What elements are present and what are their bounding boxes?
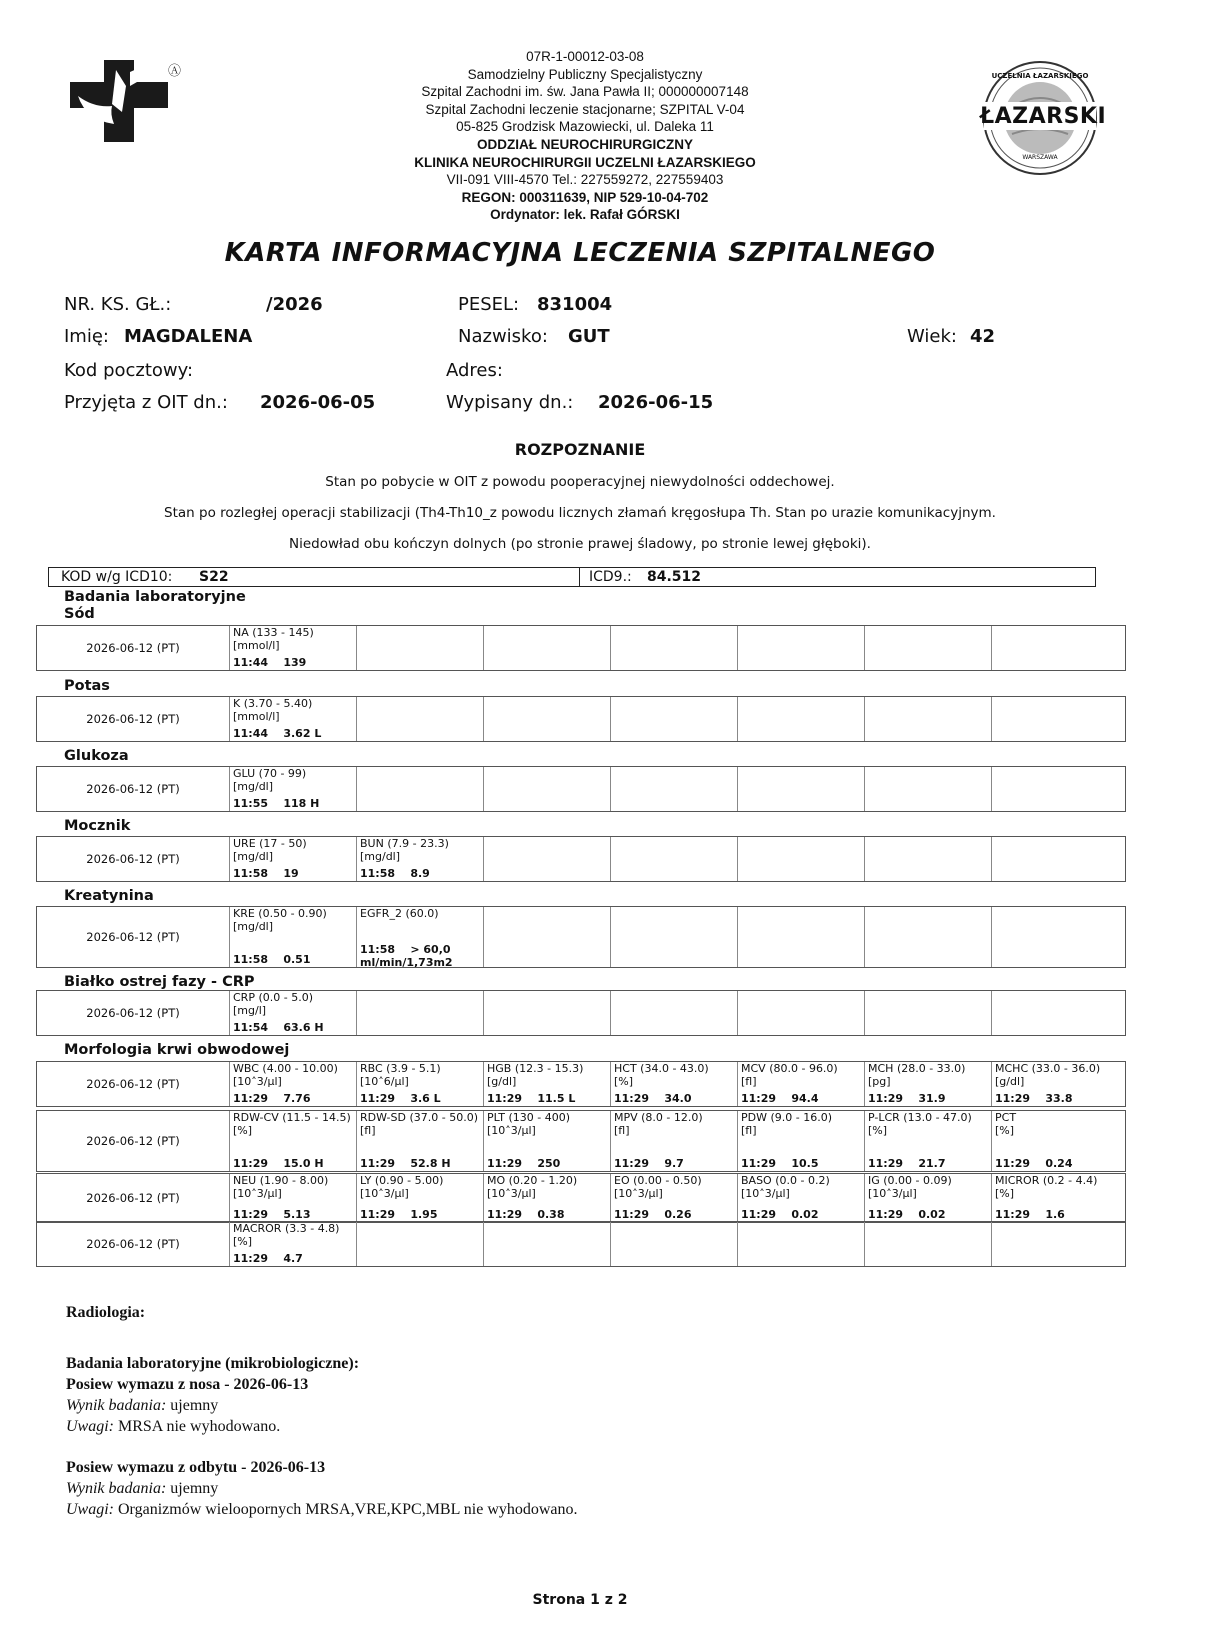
test-name: PLT (130 - 400) bbox=[487, 1111, 570, 1124]
diagnosis-heading: ROZPOZNANIE bbox=[514, 440, 646, 459]
test-value: 15.0 H bbox=[283, 1156, 324, 1170]
test-unit: [%] bbox=[233, 1234, 253, 1248]
test-time: 11:29 bbox=[614, 1091, 650, 1105]
test-unit: [pg] bbox=[868, 1074, 891, 1088]
lab-cell bbox=[230, 767, 357, 811]
lab-cell bbox=[230, 626, 357, 670]
test-value: 0.02 bbox=[791, 1207, 819, 1221]
clinic-name: KLINIKA NEUROCHIRURGII UCZELNI ŁAZARSKIEGO bbox=[414, 154, 756, 170]
lab-section-heading: Sód bbox=[64, 606, 95, 622]
lab-cell bbox=[992, 837, 1119, 881]
micro-heading: Badania laboratoryjne (mikrobiologiczne): bbox=[66, 1355, 360, 1372]
lab-cell bbox=[611, 991, 738, 1035]
lab-cell bbox=[738, 1062, 865, 1106]
lab-date: 2026-06-12 (PT) bbox=[37, 991, 230, 1035]
test-name: URE (17 - 50) bbox=[233, 837, 307, 850]
lab-cell bbox=[484, 837, 611, 881]
test-unit: [10˄3/µl] bbox=[614, 1186, 663, 1200]
lab-cell bbox=[738, 1222, 865, 1266]
test-value: 1.6 bbox=[1045, 1207, 1065, 1221]
test-value: 3.62 L bbox=[283, 726, 322, 740]
test-time: 11:29 bbox=[614, 1207, 650, 1221]
lab-heading: Badania laboratoryjne bbox=[64, 589, 246, 605]
test-unit: [fl] bbox=[614, 1123, 630, 1137]
test-value: 33.8 bbox=[1045, 1091, 1073, 1105]
test-value: 19 bbox=[283, 866, 299, 880]
icd-codes-box bbox=[48, 567, 1096, 587]
lab-date: 2026-06-12 (PT) bbox=[37, 1222, 230, 1266]
test-name: HGB (12.3 - 15.3) bbox=[487, 1062, 584, 1075]
test-unit: [%] bbox=[233, 1123, 253, 1137]
lab-cell bbox=[611, 837, 738, 881]
micro-item-title: Posiew wymazu z odbytu - 2026-06-13 bbox=[66, 1459, 326, 1476]
header-line: 07R-1-00012-03-08 bbox=[526, 49, 644, 64]
test-time: 11:29 bbox=[995, 1207, 1031, 1221]
test-name: MCV (80.0 - 96.0) bbox=[741, 1062, 838, 1075]
test-time: 11:29 bbox=[487, 1207, 523, 1221]
lab-cell bbox=[865, 991, 992, 1035]
nazwisko-value: GUT bbox=[568, 326, 610, 347]
test-unit: [10˄3/µl] bbox=[233, 1074, 282, 1088]
lab-date: 2026-06-12 (PT) bbox=[37, 767, 230, 811]
icd9-value: 84.512 bbox=[647, 569, 702, 585]
nr-ks-value: /2026 bbox=[266, 294, 323, 315]
test-time: 11:29 bbox=[995, 1156, 1031, 1170]
lab-cell bbox=[484, 1174, 611, 1222]
lab-cell bbox=[738, 991, 865, 1035]
lab-cell bbox=[230, 907, 357, 967]
test-name: NEU (1.90 - 8.00) bbox=[233, 1174, 329, 1187]
test-unit: [fl] bbox=[741, 1074, 757, 1088]
test-name: K (3.70 - 5.40) bbox=[233, 697, 313, 710]
test-time: 11:29 bbox=[233, 1156, 269, 1170]
test-time: 11:58 bbox=[360, 866, 396, 880]
test-value: 0.38 bbox=[537, 1207, 565, 1221]
lab-cell bbox=[738, 1111, 865, 1171]
wynik-value: ujemny bbox=[170, 1480, 219, 1497]
lab-cell bbox=[357, 1111, 484, 1171]
lab-cell bbox=[611, 767, 738, 811]
test-name: MICROR (0.2 - 4.4) bbox=[995, 1174, 1098, 1187]
test-name: MCH (28.0 - 33.0) bbox=[868, 1062, 966, 1075]
seal-top-text: UCZELNIA ŁAZARSKIEGO bbox=[991, 72, 1089, 80]
test-unit: [10˄3/µl] bbox=[868, 1186, 917, 1200]
test-value: 0.02 bbox=[918, 1207, 946, 1221]
test-time: 11:29 bbox=[741, 1091, 777, 1105]
test-time: 11:58 bbox=[233, 866, 269, 880]
test-value: > 60,0 bbox=[410, 943, 451, 956]
pesel-label: PESEL: bbox=[458, 294, 520, 315]
test-unit: [g/dl] bbox=[995, 1074, 1025, 1088]
lab-cell bbox=[992, 1062, 1119, 1106]
lab-cell bbox=[484, 626, 611, 670]
header-line: 05-825 Grodzisk Mazowiecki, ul. Daleka 11 bbox=[456, 119, 714, 135]
lab-cell bbox=[611, 697, 738, 741]
lab-date: 2026-06-12 (PT) bbox=[37, 1062, 230, 1106]
test-value: 21.7 bbox=[918, 1156, 946, 1170]
test-name: RDW-SD (37.0 - 50.0) bbox=[360, 1111, 478, 1124]
przyjeta-value: 2026-06-05 bbox=[260, 392, 376, 413]
test-value: 63.6 H bbox=[283, 1020, 324, 1034]
lab-cell bbox=[357, 1062, 484, 1106]
lab-cell bbox=[738, 626, 865, 670]
lab-cell bbox=[738, 907, 865, 967]
test-name: IG (0.00 - 0.09) bbox=[868, 1174, 952, 1187]
lab-cell bbox=[484, 1111, 611, 1171]
imie-label: Imię: bbox=[64, 326, 109, 347]
lab-cell bbox=[230, 1222, 357, 1266]
lab-cell bbox=[992, 991, 1119, 1035]
micro-item bbox=[66, 1374, 578, 1437]
uwagi-label: Uwagi: bbox=[66, 1501, 114, 1518]
test-time: 11:29 bbox=[233, 1091, 269, 1105]
test-time: 11:55 bbox=[233, 796, 269, 810]
lab-cell bbox=[230, 991, 357, 1035]
university-seal bbox=[980, 58, 1107, 178]
test-unit: [%] bbox=[995, 1123, 1015, 1137]
test-value: 4.7 bbox=[283, 1251, 303, 1265]
test-name: GLU (70 - 99) bbox=[233, 767, 307, 780]
test-value: 250 bbox=[537, 1156, 561, 1170]
document-title: KARTA INFORMACYJNA LECZENIA SZPITALNEGO bbox=[224, 238, 936, 268]
test-time: 11:29 bbox=[868, 1091, 904, 1105]
test-value: 11.5 L bbox=[537, 1091, 576, 1105]
hospital-header bbox=[340, 48, 830, 224]
header-tel: VII-091 VIII-4570 Tel.: 227559272, 227559403 bbox=[446, 172, 724, 188]
wiek-label: Wiek: bbox=[907, 326, 957, 347]
wynik-label: Wynik badania: bbox=[66, 1480, 167, 1497]
test-name: BASO (0.0 - 0.2) bbox=[741, 1174, 830, 1187]
test-unit: [g/dl] bbox=[487, 1074, 517, 1088]
nazwisko-label: Nazwisko: bbox=[458, 326, 548, 347]
lab-cell bbox=[357, 991, 484, 1035]
test-name: PCT bbox=[995, 1111, 1017, 1124]
department-name: ODDZIAŁ NEUROCHIRURGICZNY bbox=[477, 136, 693, 152]
test-name: MO (0.20 - 1.20) bbox=[487, 1174, 578, 1187]
lab-row bbox=[36, 1173, 1126, 1223]
lab-cell bbox=[865, 1174, 992, 1222]
lab-section-heading: Białko ostrej fazy - CRP bbox=[64, 974, 255, 990]
test-name: NA (133 - 145) bbox=[233, 626, 314, 639]
lab-row bbox=[36, 1110, 1126, 1172]
lab-cell bbox=[992, 1222, 1119, 1266]
test-unit: [10˄3/µl] bbox=[487, 1123, 536, 1137]
nr-ks-label: NR. KS. GŁ.: bbox=[64, 294, 172, 315]
test-time: 11:58 bbox=[360, 943, 396, 956]
lab-section-heading: Glukoza bbox=[64, 748, 129, 764]
header-ordynator: Ordynator: lek. Rafał GÓRSKI bbox=[490, 207, 680, 223]
header-regon: REGON: 000311639, NIP 529-10-04-702 bbox=[461, 189, 709, 205]
lab-date: 2026-06-12 (PT) bbox=[37, 626, 230, 670]
lab-cell bbox=[865, 1222, 992, 1266]
test-unit-extra: ml/min/1,73m2 bbox=[360, 955, 453, 967]
test-unit: [10˄3/µl] bbox=[360, 1186, 409, 1200]
test-time: 11:29 bbox=[614, 1156, 650, 1170]
test-value: 52.8 H bbox=[410, 1156, 451, 1170]
test-name: LY (0.90 - 5.00) bbox=[360, 1174, 444, 1187]
registered-mark: Ⓐ bbox=[168, 64, 182, 79]
lab-cell bbox=[357, 907, 484, 967]
test-value: 3.6 L bbox=[410, 1091, 441, 1105]
wynik-value: ujemny bbox=[170, 1397, 219, 1414]
test-name: BUN (7.9 - 23.3) bbox=[360, 837, 449, 850]
test-time: 11:29 bbox=[741, 1156, 777, 1170]
hospital-logo bbox=[64, 56, 194, 146]
lab-cell bbox=[611, 1174, 738, 1222]
test-time: 11:29 bbox=[995, 1091, 1031, 1105]
lab-cell bbox=[992, 1111, 1119, 1171]
lab-cell bbox=[484, 767, 611, 811]
lab-cell bbox=[230, 1062, 357, 1106]
lab-row bbox=[36, 696, 1126, 742]
test-time: 11:29 bbox=[487, 1156, 523, 1170]
test-unit: [%] bbox=[868, 1123, 888, 1137]
lab-cell bbox=[992, 1174, 1119, 1222]
lab-cell bbox=[357, 837, 484, 881]
lab-row bbox=[36, 990, 1126, 1036]
lab-section-heading: Mocznik bbox=[64, 818, 131, 834]
test-unit: [mg/dl] bbox=[360, 849, 401, 863]
test-name: RDW-CV (11.5 - 14.5) bbox=[233, 1111, 351, 1124]
radiologia-heading: Radiologia: bbox=[66, 1304, 146, 1321]
uwagi-value: MRSA nie wyhodowano. bbox=[118, 1418, 281, 1435]
test-unit: [mg/dl] bbox=[233, 919, 274, 933]
lab-cell bbox=[865, 1062, 992, 1106]
test-time: 11:54 bbox=[233, 1020, 269, 1034]
test-name: WBC (4.00 - 10.00) bbox=[233, 1062, 338, 1075]
lab-cell bbox=[611, 626, 738, 670]
test-unit: [mg/dl] bbox=[233, 779, 274, 793]
lab-cell bbox=[611, 1062, 738, 1106]
lab-cell bbox=[992, 697, 1119, 741]
lab-row bbox=[36, 836, 1126, 882]
test-time: 11:29 bbox=[360, 1091, 396, 1105]
test-time: 11:29 bbox=[360, 1156, 396, 1170]
test-value: 0.51 bbox=[283, 952, 311, 966]
lab-date: 2026-06-12 (PT) bbox=[37, 697, 230, 741]
bottom-section bbox=[66, 1302, 578, 1520]
test-time: 11:29 bbox=[233, 1207, 269, 1221]
lab-cell bbox=[992, 767, 1119, 811]
icd9-label: ICD9.: bbox=[589, 569, 632, 585]
lab-cell bbox=[230, 1174, 357, 1222]
adres-label: Adres: bbox=[446, 360, 503, 381]
seal-main-text: ŁAZARSKI bbox=[980, 104, 1107, 129]
seal-bottom-text: WARSZAWA bbox=[1022, 154, 1058, 161]
test-time: 11:29 bbox=[741, 1207, 777, 1221]
test-value: 139 bbox=[283, 655, 307, 669]
lab-cell bbox=[357, 767, 484, 811]
lab-cell bbox=[484, 1222, 611, 1266]
test-unit: [10˄3/µl] bbox=[487, 1186, 536, 1200]
wypisany-label: Wypisany dn.: bbox=[446, 392, 574, 413]
test-value: 118 H bbox=[283, 796, 320, 810]
test-value: 34.0 bbox=[664, 1091, 692, 1105]
icd10-value: S22 bbox=[199, 569, 229, 585]
test-time: 11:44 bbox=[233, 655, 269, 669]
test-unit: [fl] bbox=[360, 1123, 376, 1137]
lab-cell bbox=[865, 626, 992, 670]
test-name: MCHC (33.0 - 36.0) bbox=[995, 1062, 1101, 1075]
test-name: MPV (8.0 - 12.0) bbox=[614, 1111, 703, 1124]
pesel-value: 831004 bbox=[537, 294, 613, 315]
test-unit: [mmol/l] bbox=[233, 709, 280, 723]
lab-cell bbox=[738, 1174, 865, 1222]
lab-cell bbox=[865, 1111, 992, 1171]
lab-cell bbox=[992, 907, 1119, 967]
test-name: HCT (34.0 - 43.0) bbox=[614, 1062, 709, 1075]
lab-cell bbox=[484, 697, 611, 741]
lab-cell bbox=[865, 767, 992, 811]
wiek-value: 42 bbox=[970, 326, 996, 347]
header-line: Samodzielny Publiczny Specjalistyczny bbox=[467, 66, 703, 82]
lab-cell bbox=[992, 626, 1119, 670]
lab-date: 2026-06-12 (PT) bbox=[37, 1111, 230, 1171]
test-time: 11:29 bbox=[487, 1091, 523, 1105]
lab-row bbox=[36, 766, 1126, 812]
diagnosis-line: Stan po rozległej operacji stabilizacji (Th4-Th10_z powodu licznych złamań kręgosłupa Th. Stan po urazie komunikacyjnym. bbox=[164, 505, 996, 521]
test-value: 1.95 bbox=[410, 1207, 438, 1221]
test-name: MACROR (3.3 - 4.8) bbox=[233, 1222, 340, 1235]
test-time: 11:29 bbox=[868, 1156, 904, 1170]
lab-cell bbox=[230, 697, 357, 741]
lab-section-heading: Potas bbox=[64, 678, 110, 694]
lab-row bbox=[36, 906, 1126, 968]
test-time: 11:58 bbox=[233, 952, 269, 966]
lab-date: 2026-06-12 (PT) bbox=[37, 837, 230, 881]
lab-cell bbox=[357, 1174, 484, 1222]
test-name: RBC (3.9 - 5.1) bbox=[360, 1062, 441, 1075]
przyjeta-label: Przyjęta z OIT dn.: bbox=[64, 392, 228, 413]
test-unit: [mmol/l] bbox=[233, 638, 280, 652]
diagnosis-line: Stan po pobycie w OIT z powodu pooperacyjnej niewydolności oddechowej. bbox=[325, 474, 835, 490]
test-time: 11:29 bbox=[360, 1207, 396, 1221]
test-time: 11:29 bbox=[233, 1251, 269, 1265]
lab-section-heading: Kreatynina bbox=[64, 888, 154, 904]
lab-date: 2026-06-12 (PT) bbox=[37, 907, 230, 967]
lab-cell bbox=[611, 1111, 738, 1171]
test-time: 11:44 bbox=[233, 726, 269, 740]
test-name: PDW (9.0 - 16.0) bbox=[741, 1111, 833, 1124]
test-value: 10.5 bbox=[791, 1156, 819, 1170]
page-number: Strona 1 z 2 bbox=[532, 1592, 628, 1608]
test-unit: [%] bbox=[995, 1186, 1015, 1200]
lab-date: 2026-06-12 (PT) bbox=[37, 1174, 230, 1222]
lab-cell bbox=[230, 1111, 357, 1171]
micro-item bbox=[66, 1457, 578, 1520]
lab-cell bbox=[484, 907, 611, 967]
test-value: 7.76 bbox=[283, 1091, 311, 1105]
uwagi-label: Uwagi: bbox=[66, 1418, 114, 1435]
test-name: CRP (0.0 - 5.0) bbox=[233, 991, 313, 1004]
test-value: 31.9 bbox=[918, 1091, 946, 1105]
test-value: 5.13 bbox=[283, 1207, 311, 1221]
test-name: P-LCR (13.0 - 47.0) bbox=[868, 1111, 972, 1124]
test-unit: [10˄3/µl] bbox=[741, 1186, 790, 1200]
lab-cell bbox=[357, 1222, 484, 1266]
lab-cell bbox=[230, 837, 357, 881]
diagnosis-line: Niedowład obu kończyn dolnych (po stronie prawej śladowy, po stronie lewej głęboki). bbox=[289, 536, 871, 552]
test-name: KRE (0.50 - 0.90) bbox=[233, 907, 327, 920]
wynik-label: Wynik badania: bbox=[66, 1397, 167, 1414]
lab-section-heading: Morfologia krwi obwodowej bbox=[64, 1042, 290, 1058]
lab-row bbox=[36, 625, 1126, 671]
test-value: 9.7 bbox=[664, 1156, 684, 1170]
test-unit: [10˄3/µl] bbox=[233, 1186, 282, 1200]
test-time: 11:29 bbox=[868, 1207, 904, 1221]
lab-cell bbox=[865, 907, 992, 967]
lab-cell bbox=[865, 837, 992, 881]
icd10-label: KOD w/g ICD10: bbox=[61, 569, 173, 585]
lab-cell bbox=[611, 1222, 738, 1266]
lab-cell bbox=[357, 626, 484, 670]
header-line: Szpital Zachodni leczenie stacjonarne; SZPITAL V-04 bbox=[425, 101, 745, 117]
kod-pocztowy-label: Kod pocztowy: bbox=[64, 360, 194, 381]
test-name: EO (0.00 - 0.50) bbox=[614, 1174, 702, 1187]
lab-cell bbox=[738, 837, 865, 881]
test-value: 0.24 bbox=[1045, 1156, 1073, 1170]
lab-cell bbox=[484, 1062, 611, 1106]
test-unit: [10˄6/µl] bbox=[360, 1074, 409, 1088]
test-unit: [mg/l] bbox=[233, 1003, 267, 1017]
header-line: Szpital Zachodni im. św. Jana Pawła II; 000000007148 bbox=[421, 84, 749, 100]
lab-cell bbox=[357, 697, 484, 741]
test-name: EGFR_2 (60.0) bbox=[360, 907, 439, 920]
wypisany-value: 2026-06-15 bbox=[598, 392, 714, 413]
lab-cell bbox=[865, 697, 992, 741]
test-value: 94.4 bbox=[791, 1091, 819, 1105]
lab-row bbox=[36, 1061, 1126, 1107]
lab-cell bbox=[611, 907, 738, 967]
lab-row bbox=[36, 1221, 1126, 1267]
lab-cell bbox=[738, 767, 865, 811]
test-unit: [mg/dl] bbox=[233, 849, 274, 863]
micro-item-title: Posiew wymazu z nosa - 2026-06-13 bbox=[66, 1376, 309, 1393]
imie-value: MAGDALENA bbox=[124, 326, 253, 347]
test-unit: [fl] bbox=[741, 1123, 757, 1137]
test-unit: [%] bbox=[614, 1074, 634, 1088]
uwagi-value: Organizmów wieloopornych MRSA,VRE,KPC,MBL nie wyhodowano. bbox=[118, 1501, 578, 1518]
test-value: 0.26 bbox=[664, 1207, 692, 1221]
lab-cell bbox=[738, 697, 865, 741]
test-value: 8.9 bbox=[410, 866, 430, 880]
lab-cell bbox=[484, 991, 611, 1035]
